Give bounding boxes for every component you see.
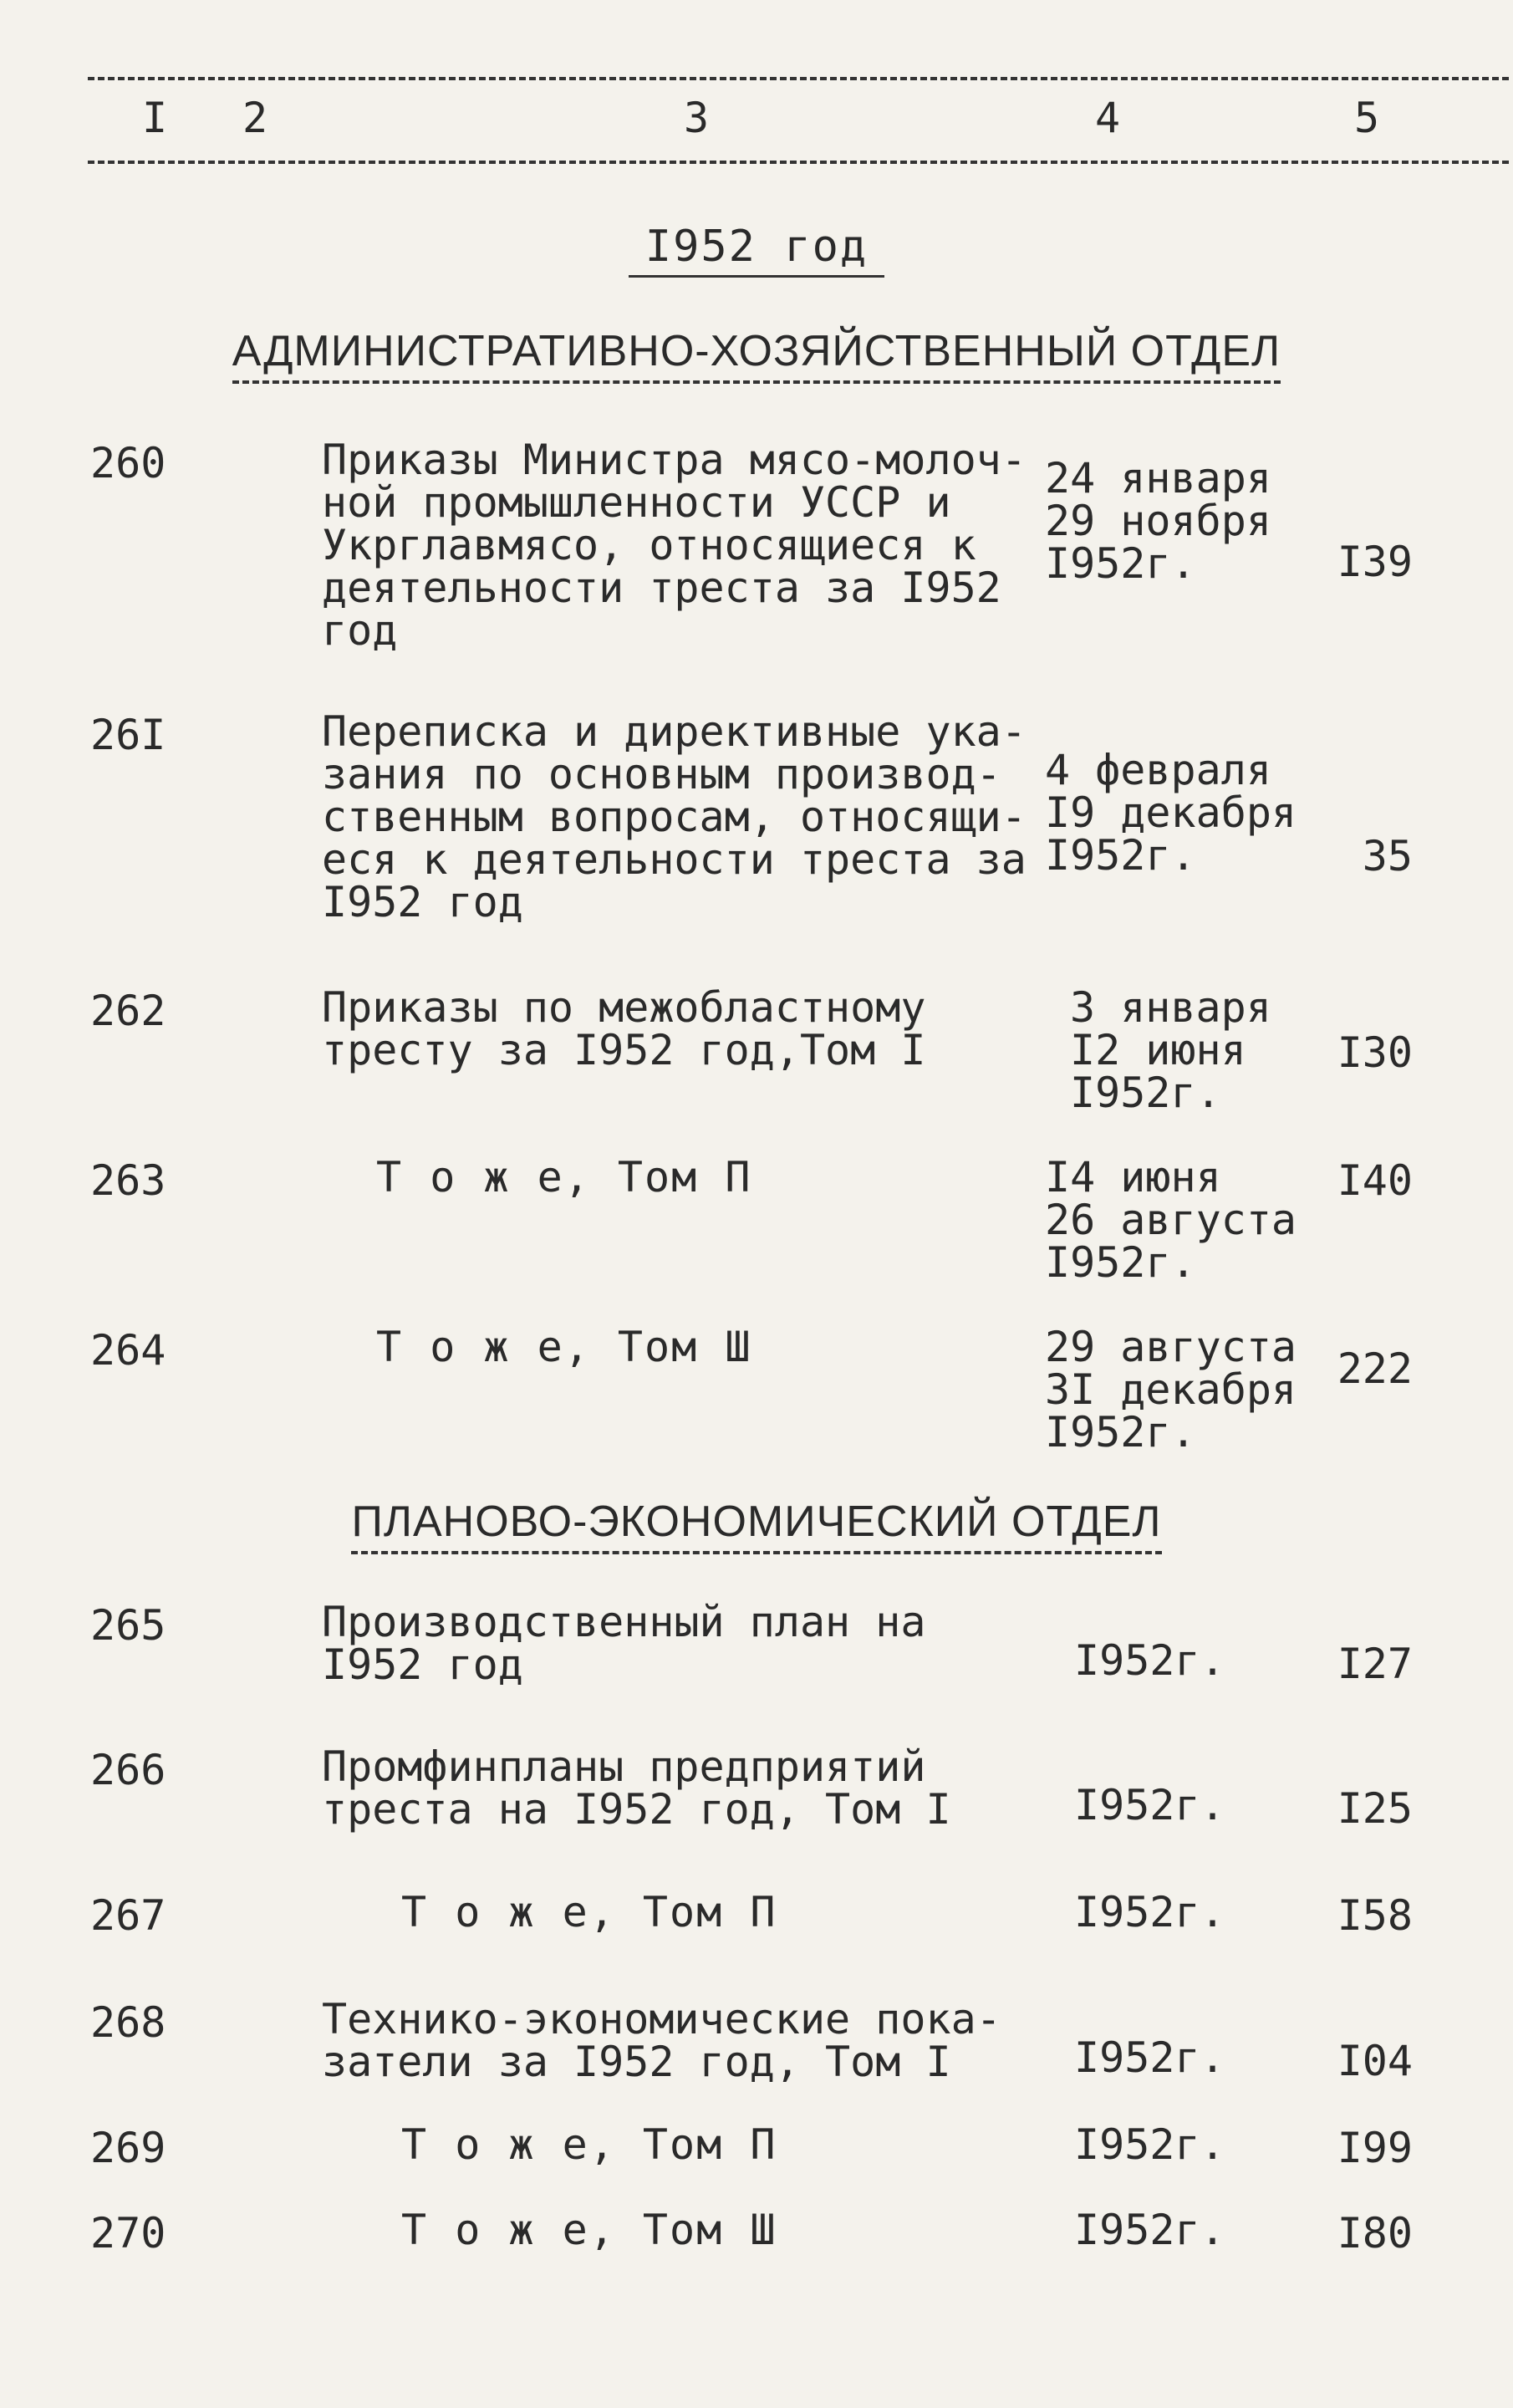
file-number: 269 <box>90 2124 166 2172</box>
sheet-count: 222 <box>1337 1344 1413 1393</box>
file-dates: I952г. <box>1074 1636 1225 1685</box>
sheet-count: I58 <box>1337 1891 1413 1940</box>
section-title-planning <box>0 1497 1513 1547</box>
file-number: 260 <box>90 439 166 487</box>
file-dates: I952г. <box>1074 1781 1225 1829</box>
file-title: Производственный план на I952 год <box>322 1598 926 1689</box>
file-number: 268 <box>90 1998 166 2047</box>
sheet-count: I04 <box>1337 2037 1413 2085</box>
file-number: 262 <box>90 987 166 1035</box>
section-title-admin <box>0 326 1513 376</box>
sheet-count: 35 <box>1362 832 1413 880</box>
file-title: Т о ж е, Том Ш <box>376 1323 752 1371</box>
column-header-5: 5 <box>1354 94 1380 142</box>
file-dates: 24 января 29 ноября I952г. <box>1045 454 1271 588</box>
file-dates: I952г. <box>1074 2206 1225 2254</box>
file-dates: I952г. <box>1074 1888 1225 1936</box>
file-title: Технико-экономические пока- затели за I952 год, Том I <box>322 1995 1001 2086</box>
file-number: 264 <box>90 1326 166 1375</box>
column-header-1: I <box>142 94 168 142</box>
file-number: 267 <box>90 1891 166 1940</box>
sheet-count: I40 <box>1337 1156 1413 1205</box>
file-title: Т о ж е, Том П <box>401 1888 777 1936</box>
file-title: Т о ж е, Том П <box>401 2120 777 2169</box>
file-number: 270 <box>90 2209 166 2258</box>
header-top-rule <box>88 77 1509 80</box>
file-title: Приказы Министра мясо-молоч- ной промышленности УССР и Укрглавмясо, относящиеся к деятельности треста за I952 год <box>322 436 1026 655</box>
file-number: 263 <box>90 1156 166 1205</box>
column-header-2: 2 <box>242 94 268 142</box>
column-header-4: 4 <box>1095 94 1121 142</box>
file-dates: 4 февраля I9 декабря I952г. <box>1045 746 1297 880</box>
file-dates: 29 августа 3I декабря I952г. <box>1045 1323 1297 1457</box>
file-title: Промфинпланы предприятий треста на I952 год, Том I <box>322 1742 951 1834</box>
file-dates: 3 января I2 июня I952г. <box>1070 983 1271 1117</box>
sheet-count: I30 <box>1337 1028 1413 1077</box>
file-dates: I952г. <box>1074 2120 1225 2169</box>
sheet-count: I39 <box>1337 538 1413 586</box>
file-dates: I4 июня 26 августа I952г. <box>1045 1153 1297 1287</box>
year-title <box>0 222 1513 272</box>
file-title: Т о ж е, Том П <box>376 1153 752 1201</box>
section-title-planning-text: ПЛАНОВО-ЭКОНОМИЧЕСКИЙ ОТДЕЛ <box>351 1497 1161 1554</box>
file-number: 266 <box>90 1746 166 1794</box>
sheet-count: I25 <box>1337 1784 1413 1833</box>
header-bottom-rule <box>88 161 1509 164</box>
sheet-count: I99 <box>1337 2124 1413 2172</box>
file-dates: I952г. <box>1074 2033 1225 2082</box>
sheet-count: I27 <box>1337 1640 1413 1688</box>
year-title-text: I952 год <box>629 222 884 278</box>
column-header-3: 3 <box>684 94 710 142</box>
sheet-count: I80 <box>1337 2209 1413 2258</box>
file-title: Т о ж е, Том Ш <box>401 2206 777 2254</box>
file-title: Приказы по межобластному тресту за I952 год,Том I <box>322 983 926 1074</box>
file-number: 265 <box>90 1601 166 1650</box>
file-title: Переписка и директивные ука- зания по основным производ- ственным вопросам, относящи- еся к деятельности треста за I952 год <box>322 707 1026 926</box>
section-title-admin-text: АДМИНИСТРАТИВНО-ХОЗЯЙСТВЕННЫЙ ОТДЕЛ <box>232 327 1281 384</box>
file-number: 26I <box>90 711 166 759</box>
